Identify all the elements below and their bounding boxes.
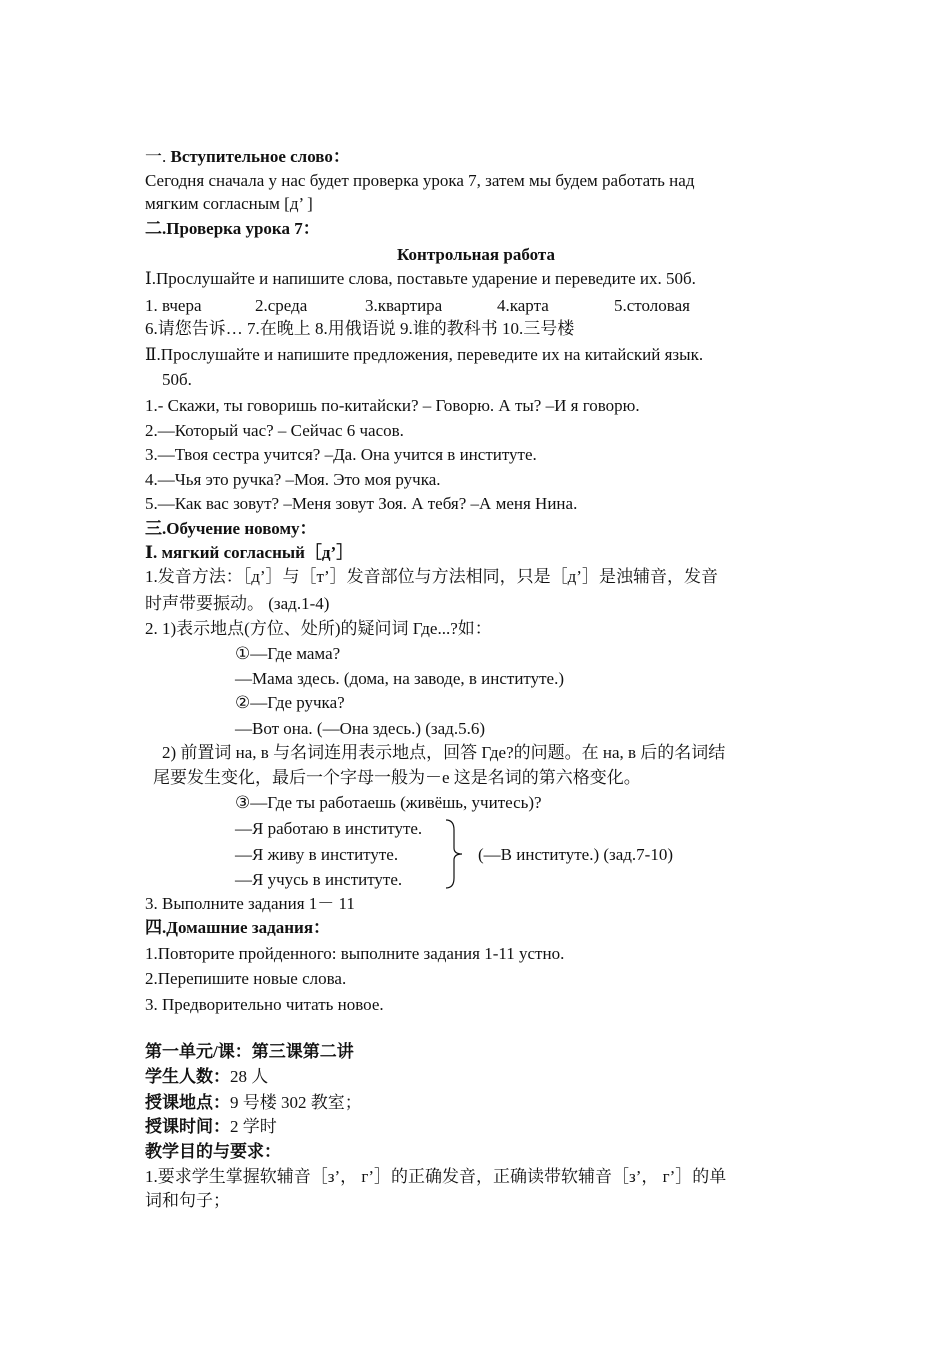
subsection-heading: Ⅰ. мягкий согласный［д’］ xyxy=(145,543,354,562)
section-title: Проверка урока 7： xyxy=(166,219,320,238)
section-1-heading xyxy=(145,146,350,168)
field-label: 授课地点： xyxy=(145,1093,230,1112)
paragraph: 时声带要振动。 (зад.1-4) xyxy=(145,594,330,613)
section-num: 二. xyxy=(145,219,167,238)
students-count xyxy=(145,1066,268,1088)
section-title: Домашние задания： xyxy=(166,918,331,937)
word-1: 1. вчера xyxy=(145,296,202,315)
example: —Я живу в институте. xyxy=(235,845,399,864)
paragraph: 2) 前置词 на, в 与名词连用表示地点，回答 Где?的问题。在 на, в 后的名词结 xyxy=(162,743,726,762)
words-chinese: 6.请您告诉… 7.在晚上 8.用俄语说 9.谁的教科书 10.三号楼 xyxy=(145,319,575,338)
homework-item: 3. Предворительно читать новое. xyxy=(145,995,384,1014)
paragraph: 3. Выполните задания 1－ 11 xyxy=(145,894,355,913)
task-2-points: 50б. xyxy=(162,370,192,389)
paragraph: мягким согласным [д’ ] xyxy=(145,194,313,213)
section-num: 四. xyxy=(145,918,167,937)
test-title: Контрольная работа xyxy=(397,245,555,264)
curly-brace-icon xyxy=(444,818,466,890)
word-2: 2.среда xyxy=(255,296,308,315)
section-4-heading xyxy=(145,917,330,939)
section-num: 三. xyxy=(145,519,167,538)
example: —Вот она. (—Она здесь.) (зад.5.6) xyxy=(235,719,485,738)
lesson-time xyxy=(145,1116,277,1138)
field-label: 学生人数： xyxy=(145,1067,230,1086)
homework-item: 1.Повторите пройденного: выполните задания 1-11 устно. xyxy=(145,944,565,963)
word-3: 3.квартира xyxy=(365,296,443,315)
word-5: 5.столовая xyxy=(614,296,690,315)
example: ①—Где мама? xyxy=(235,644,341,663)
task-1: Ⅰ.Прослушайте и напишите слова, поставьте ударение и переведите их. 50б. xyxy=(145,269,696,288)
example-answer: (—В институте.) (зад.7-10) xyxy=(478,845,674,864)
example: —Я учусь в институте. xyxy=(235,870,403,889)
example: ③—Где ты работаешь (живёшь, учитесь)? xyxy=(235,793,542,812)
homework-item: 2.Перепишите новые слова. xyxy=(145,969,347,988)
example: —Я работаю в институте. xyxy=(235,819,423,838)
task-2: Ⅱ.Прослушайте и напишите предложения, переведите их на китайский язык. xyxy=(145,345,704,364)
goal-text: 1.要求学生掌握软辅音［з’， г’］的正确发音，正确读带软辅音［з’， г’］的单 xyxy=(145,1167,727,1186)
sentence-3: 3.—Твоя сестра учится? –Да. Она учится в институте. xyxy=(145,445,537,464)
paragraph: 2. 1)表示地点(方位、处所)的疑问词 Где...?如： xyxy=(145,619,492,638)
lesson-place xyxy=(145,1092,362,1114)
section-title: Вступительное слово： xyxy=(170,147,350,166)
field-value: 2 学时 xyxy=(230,1117,277,1136)
paragraph: 1.发音方法：［д’］与［т’］发音部位与方法相同，只是［д’］是浊辅音，发音 xyxy=(145,567,718,586)
goal-heading: 教学目的与要求： xyxy=(145,1142,281,1161)
field-value: 9 号楼 302 教室； xyxy=(230,1093,362,1112)
section-3-heading xyxy=(145,518,317,540)
paragraph: Сегодня сначала у нас будет проверка урока 7, затем мы будем работать над xyxy=(145,171,695,190)
sentence-1: 1.- Скажи, ты говоришь по-китайски? – Говорю. А ты? –И я говорю. xyxy=(145,396,640,415)
field-value: 28 人 xyxy=(230,1067,269,1086)
goal-text: 词和句子； xyxy=(145,1191,230,1210)
section-title: Обучение новому： xyxy=(166,519,317,538)
example: ②—Где ручка? xyxy=(235,693,345,712)
example: —Мама здесь. (дома, на заводе, в институте.) xyxy=(235,669,565,688)
paragraph: 尾要发生变化，最后一个字母一般为－е 这是名词的第六格变化。 xyxy=(153,768,641,787)
sentence-5: 5.—Как вас зовут? –Меня зовут Зоя. А тебя? –А меня Нина. xyxy=(145,494,578,513)
section-2-heading xyxy=(145,218,320,240)
sentence-2: 2.—Который час? – Сейчас 6 часов. xyxy=(145,421,404,440)
sentence-4: 4.—Чья это ручка? –Моя. Это моя ручка. xyxy=(145,470,441,489)
lesson-unit: 第一单元/课：第三课第二讲 xyxy=(145,1042,354,1061)
section-num: 一. xyxy=(145,147,167,166)
field-label: 授课时间： xyxy=(145,1117,230,1136)
word-4: 4.карта xyxy=(497,296,549,315)
